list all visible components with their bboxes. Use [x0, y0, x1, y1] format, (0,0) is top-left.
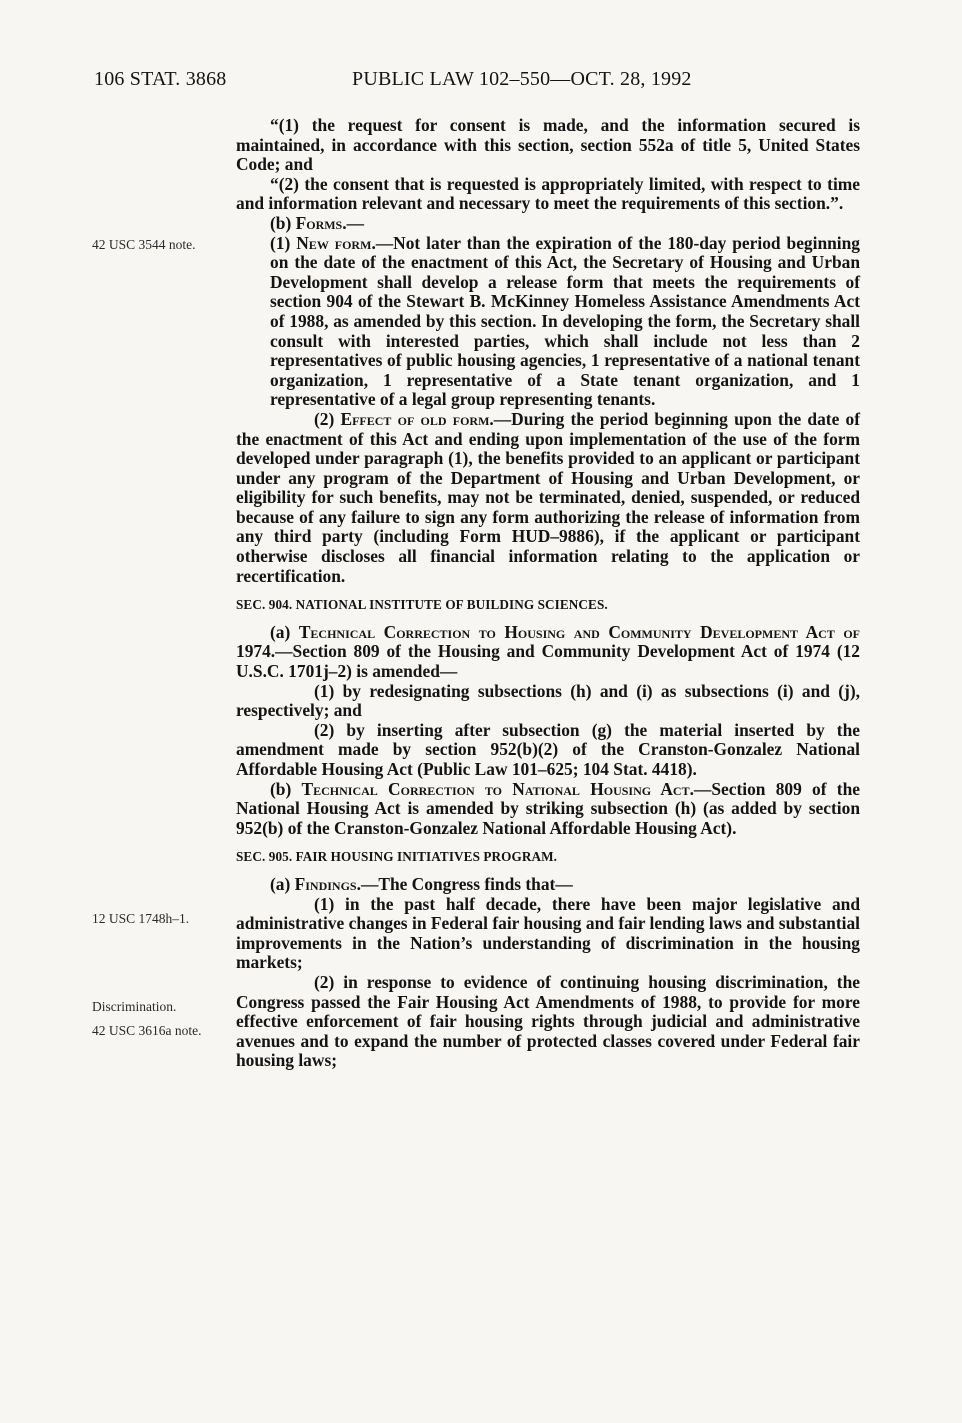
subsection-b-forms: (b) Forms.— — [270, 212, 364, 233]
section-904-heading: SEC. 904. NATIONAL INSTITUTE OF BUILDING SCIENCES. — [236, 597, 608, 613]
new-form-caption: New form — [296, 232, 372, 253]
statute-body — [236, 116, 860, 1071]
section-905a-caption: Findings — [294, 873, 357, 894]
subsection-b-caption: Forms — [295, 212, 343, 233]
section-905-subsection-a: (a) Findings.—The Congress finds that— — [270, 873, 573, 894]
margin-note-42-usc-3544: 42 USC 3544 note. — [92, 237, 196, 252]
public-law-title: PUBLIC LAW 102–550—OCT. 28, 1992 — [352, 68, 692, 90]
section-904a-caption: Technical Correction to Housing and Community Development Act of 1974 — [236, 621, 860, 662]
findings-item-1: (1) in the past half decade, there have been major legislative and administrative changes in Federal fair housing and fair lending laws and substantial improvements in the Nation’s understanding of discrimination in the housing markets; — [236, 893, 860, 973]
section-904-subsection-b: (b) Technical Correction to National Housing Act.—Section 809 of the National Housing Act is amended by striking subsection (h) (as added by section 952(b) of the Cranston-Gonzalez National Affordable Housing Act). — [236, 778, 860, 838]
paragraph-consent-2: “(2) the consent that is requested is appropriately limited, with respect to time and information relevant and necessary to meet the requirements of this section.”. — [236, 173, 860, 214]
running-head — [0, 68, 962, 98]
page-citation: 106 STAT. 3868 — [94, 68, 227, 90]
paragraph-consent-1: “(1) the request for consent is made, and the information secured is maintained, in accordance with this section, section 552a of title 5, United States Code; and — [236, 115, 860, 175]
effect-old-form-caption: Effect of old form — [340, 408, 490, 429]
section-904-subsection-a: (a) Technical Correction to Housing and Community Development Act of 1974.—Section 809 of the Housing and Community Development Act of 1974 (12 U.S.C. 1701j–2) is amended— — [236, 621, 860, 682]
findings-item-2: (2) in response to evidence of continuing housing discrimination, the Congress passed the Fair Housing Act Amendments of 1988, to provide for more effective enforcement of fair housing rights through judicial and administrative avenues and to expand the number of protected classes covered under Federal fair housing laws; — [236, 971, 860, 1071]
section-904-a-item-2: (2) by inserting after subsection (g) the material inserted by the amendment made by section 952(b)(2) of the Cranston-Gonzalez National Affordable Housing Act (Public Law 101–625; 104 Stat. 4418). — [236, 719, 860, 779]
section-904b-caption: Technical Correction to National Housing Act — [301, 778, 690, 799]
margin-note-discrimination: Discrimination. — [92, 999, 177, 1014]
paragraph-effect-of-old-form: (2) Effect of old form.—During the period beginning upon the date of the enactment of this Act and ending upon implementation of the use of the form developed under paragraph (1), the benefits provided to an applicant or participant under any program of the Department of Housing and Urban Development, or eligibility for such benefits, may not be terminated, denied, suspended, or reduced because of any failure to sign any form authorizing the release of information from any third party (including Form HUD–9886), if the applicant or participant otherwise discloses all financial information relating to the application or recertification. — [236, 408, 860, 586]
margin-note-12-usc-1748h: 12 USC 1748h–1. — [92, 911, 190, 926]
paragraph-new-form: (1) New form.—Not later than the expiration of the 180-day period beginning on the date of the enactment of this Act, the Secretary of Housing and Urban Development shall develop a release form that meets the requirements of section 904 of the Stewart B. McKinney Homeless Assistance Amendments Act of 1988, as amended by this section. In developing the form, the Secretary shall consult with interested parties, which shall include not less than 2 representatives of public housing agencies, 1 representative of a national tenant organization, 1 representative of a State tenant organization, and 1 representative of a legal group representing tenants. — [270, 232, 860, 410]
section-905-heading: SEC. 905. FAIR HOUSING INITIATIVES PROGRAM. — [236, 849, 558, 865]
section-904-a-item-1: (1) by redesignating subsections (h) and (i) as subsections (i) and (j), respectively; and — [236, 680, 860, 721]
margin-note-42-usc-3616a: 42 USC 3616a note. — [92, 1023, 202, 1038]
